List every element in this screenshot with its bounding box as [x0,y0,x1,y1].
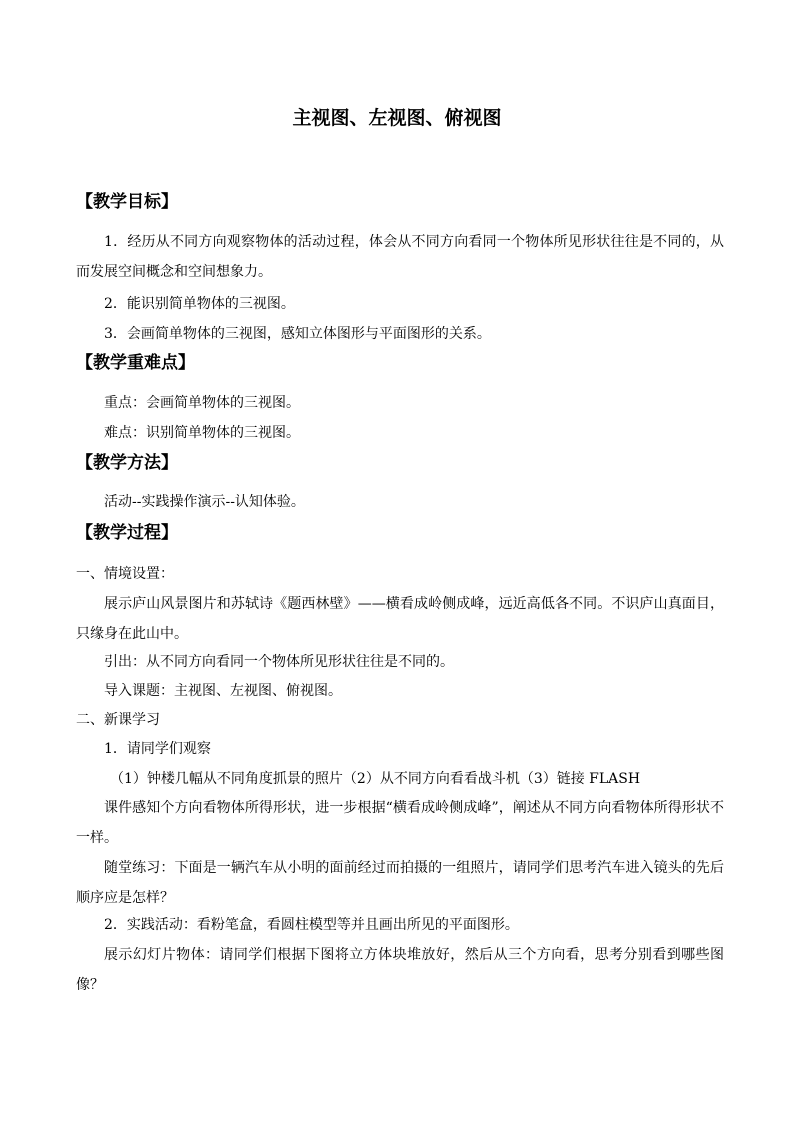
process-heading: 【教学过程】 [76,523,178,543]
part1-paragraph-1: 展示庐山风景图片和苏轼诗《题西林壁》——横看成岭侧成峰，远近高低各不同。不识庐山真面目，只缘身在此山中。 [76,596,724,642]
key-points-heading: 【教学重难点】 [76,353,195,373]
part2-paragraph-1: 课件感知个方向看物体所得形状，进一步根据“横看成岭侧成峰”，阐述从不同方向看物体所得形状不一样。 [76,800,724,846]
goals-heading: 【教学目标】 [76,192,178,212]
difficulty-text: 难点：识别简单物体的三视图。 [104,425,300,441]
part1-title: 一、情境设置： [76,566,174,582]
part2-paragraph-3: 展示幻灯片物体：请同学们根据下图将立方体块堆放好，然后从三个方向看，思考分别看到哪些图像？ [76,947,724,993]
goal-item-2: 2．能识别简单物体的三视图。 [104,296,295,312]
part1-paragraph-3: 导入课题：主视图、左视图、俯视图。 [104,683,342,699]
document-title: 主视图、左视图、俯视图 [292,107,502,129]
part2-step-1-detail: （1）钟楼几幅从不同角度抓景的照片（2）从不同方向看看战斗机（3）链接 FLASH [110,771,641,787]
part2-step-1: 1．请同学们观察 [104,741,211,757]
part2-paragraph-2: 随堂练习：下面是一辆汽车从小明的面前经过而拍摄的一组照片，请同学们思考汽车进入镜头的先后顺序应是怎样？ [76,860,724,906]
methods-heading: 【教学方法】 [76,453,178,473]
part2-title: 二、新课学习 [76,712,160,728]
goal-item-3: 3．会画简单物体的三视图，感知立体图形与平面图形的关系。 [104,326,491,342]
part1-paragraph-2: 引出：从不同方向看同一个物体所见形状往往是不同的。 [104,654,454,670]
methods-text: 活动--实践操作演示--认知体验。 [104,494,305,510]
part2-step-2: 2．实践活动：看粉笔盒，看圆柱模型等并且画出所见的平面图形。 [104,917,519,933]
focus-text: 重点：会画简单物体的三视图。 [104,395,300,411]
goal-item-1: 1．经历从不同方向观察物体的活动过程，体会从不同方向看同一个物体所见形状往往是不同的，从而发展空间概念和空间想象力。 [76,234,724,280]
